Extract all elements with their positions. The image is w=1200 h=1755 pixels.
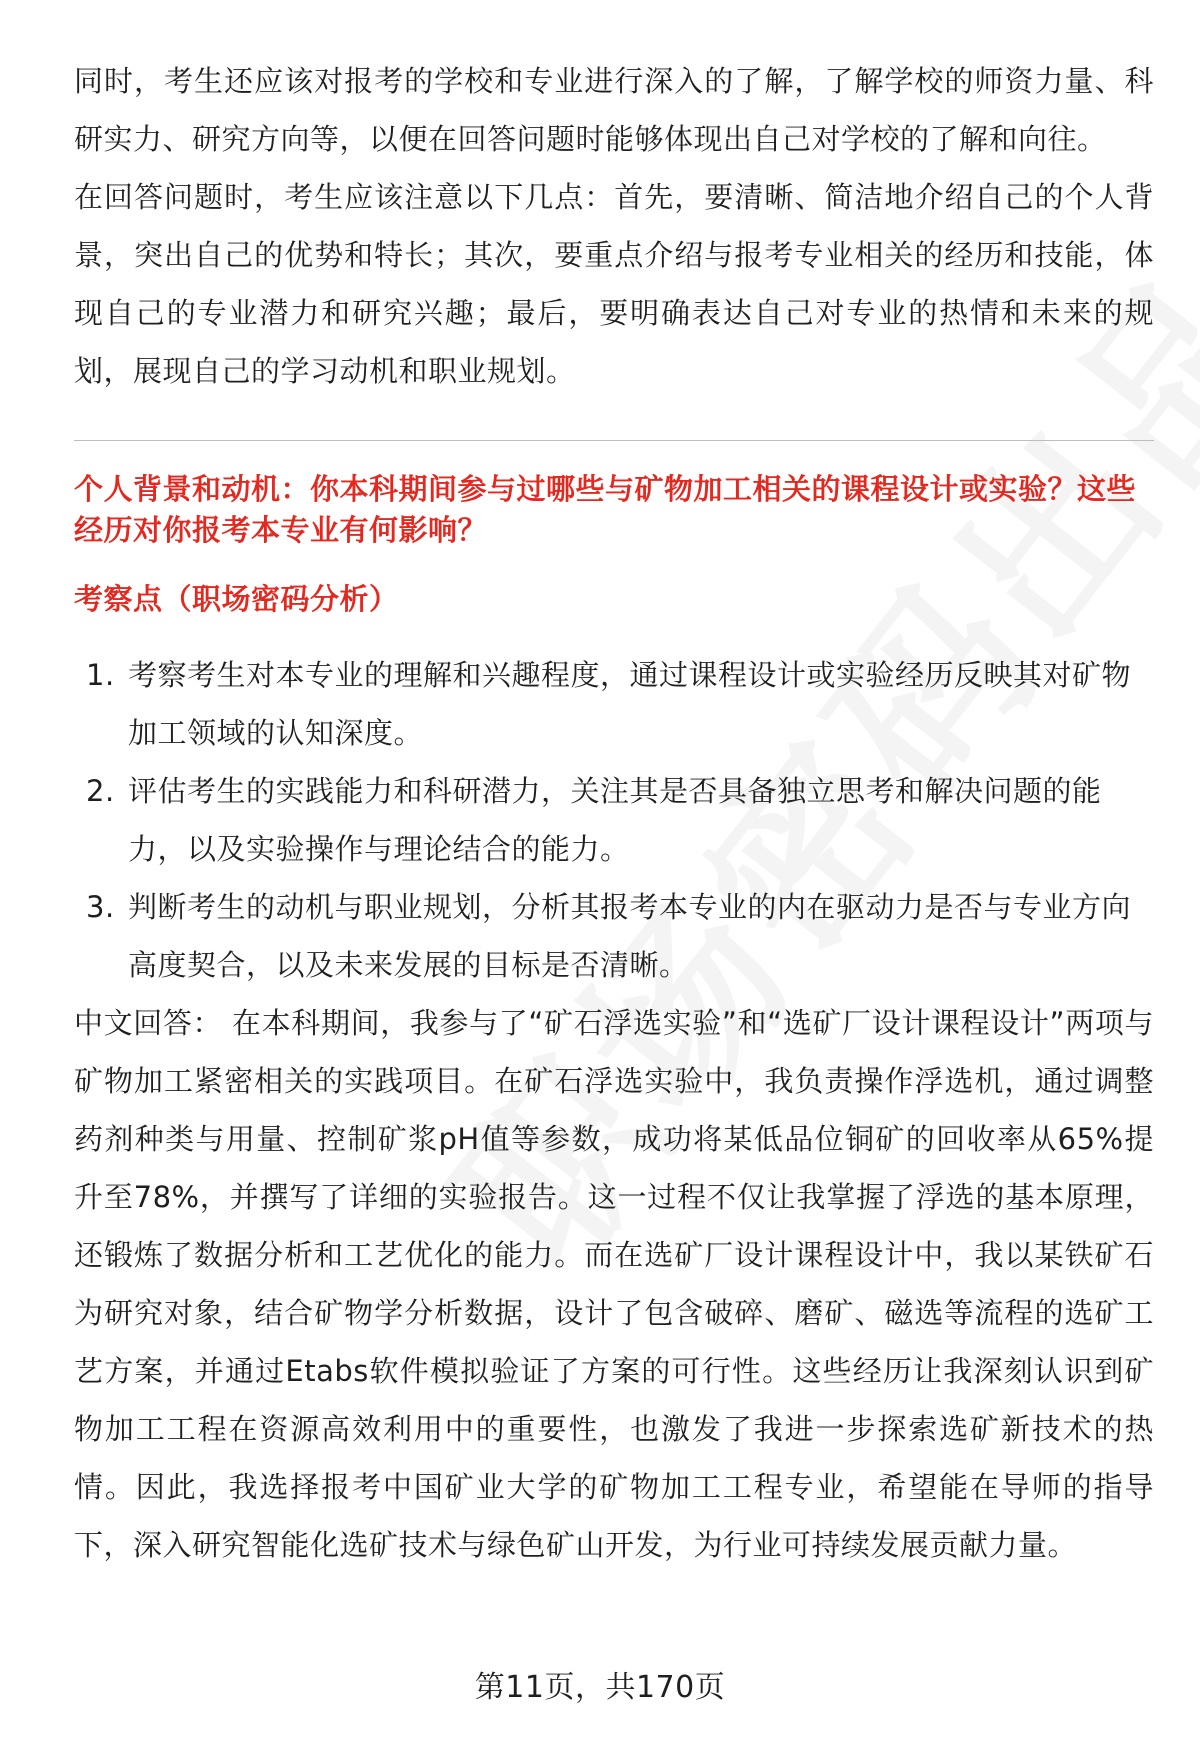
assessment-list [74, 646, 1154, 994]
list-item-text: 评估考生的实践能力和科研潜力，关注其是否具备独立思考和解决问题的能力，以及实验操作与理论结合的能力。 [128, 774, 1102, 866]
list-item-text: 考察考生对本专业的理解和兴趣程度，通过课程设计或实验经历反映其对矿物加工领域的认知深度。 [128, 658, 1132, 750]
intro-paragraph-1: 同时，考生还应该对报考的学校和专业进行深入的了解，了解学校的师资力量、科研实力、研究方向等，以便在回答问题时能够体现出自己对学校的了解和向往。 [74, 64, 1154, 156]
assessment-title: 考察点（职场密码分析） [74, 582, 399, 616]
list-item-number: 2. [86, 774, 115, 808]
list-item-number: 3. [86, 890, 115, 924]
question-heading: 个人背景和动机：你本科期间参与过哪些与矿物加工相关的课程设计或实验？这些经历对你报考本专业有何影响？ [74, 472, 1137, 547]
section-divider [74, 440, 1154, 441]
page-footer: 第11页，共170页 [474, 1670, 726, 1705]
intro-paragraph-2: 在回答问题时，考生应该注意以下几点：首先，要清晰、简洁地介绍自己的个人背景，突出自己的优势和特长；其次，要重点介绍与报考专业相关的经历和技能，体现自己的专业潜力和研究兴趣；最后，要明确表达自己对专业的热情和未来的规划，展现自己的学习动机和职业规划。 [74, 180, 1154, 388]
list-item [74, 762, 1154, 878]
list-item [74, 646, 1154, 762]
list-item-number: 1. [86, 658, 115, 692]
list-item [74, 878, 1154, 994]
document-page [74, 52, 1154, 1574]
list-item-text: 判断考生的动机与职业规划，分析其报考本专业的内在驱动力是否与专业方向高度契合，以及未来发展的目标是否清晰。 [128, 890, 1132, 982]
answer-paragraph: 中文回答： 在本科期间，我参与了“矿石浮选实验”和“选矿厂设计课程设计”两项与矿物加工紧密相关的实践项目。在矿石浮选实验中，我负责操作浮选机，通过调整药剂种类与用量、控制矿浆pH值等参数，成功将某低品位铜矿的回收率从65%提升至78%，并撰写了详细的实验报告。这一过程不仅让我掌握了浮选的基本原理，还锻炼了数据分析和工艺优化的能力。而在选矿厂设计课程设计中，我以某铁矿石为研究对象，结合矿物学分析数据，设计了包含破碎、磨矿、磁选等流程的选矿工艺方案，并通过Etabs软件模拟验证了方案的可行性。这些经历让我深刻认识到矿物加工工程在资源高效利用中的重要性，也激发了我进一步探索选矿新技术的热情。因此，我选择报考中国矿业大学的矿物加工工程专业，希望能在导师的指导下，深入研究智能化选矿技术与绿色矿山开发，为行业可持续发展贡献力量。 [74, 1006, 1154, 1562]
